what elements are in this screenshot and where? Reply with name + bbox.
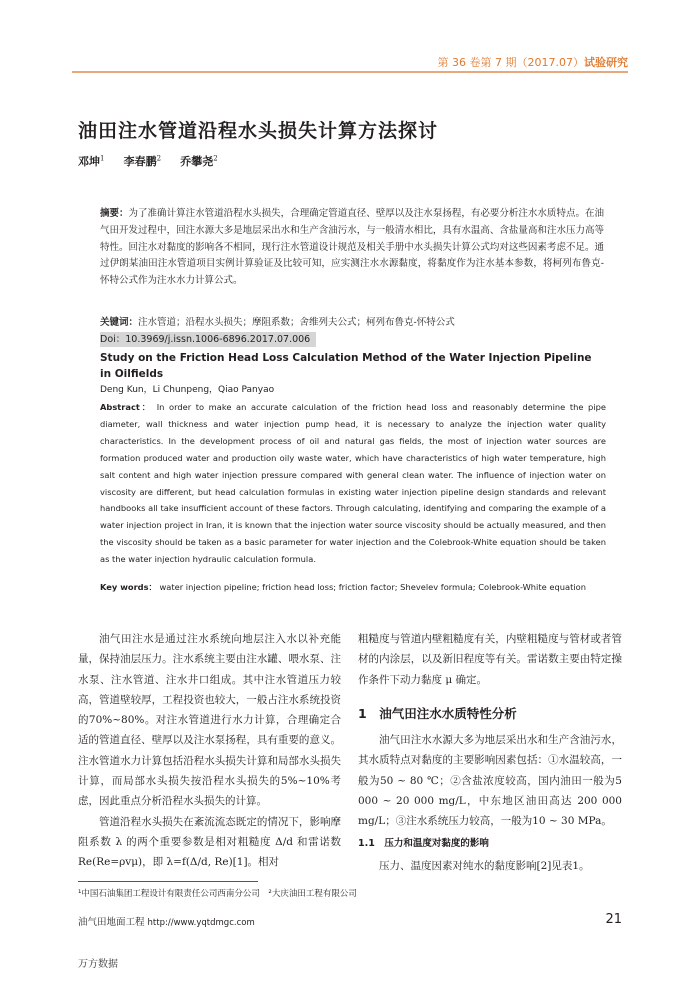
author-1-affil: 1 — [100, 154, 105, 163]
wanfang-watermark: 万方数据 — [78, 959, 118, 970]
issue-info: 第 36 卷第 7 期（2017.07） — [437, 56, 584, 69]
abstract-zh — [100, 206, 604, 290]
author-2: 李春鹏 — [123, 155, 157, 168]
keywords-zh-text: 注水管道；沿程水头损失；摩阻系数；舍维列夫公式；柯列布鲁克-怀特公式 — [138, 317, 455, 328]
body-paragraph: 油气田注水是通过注水系统向地层注入水以补充能量，保持油层压力。注水系统主要由注水罐、喂水泵、注水泵、注水管道、注水井口组成。其中注水管道压力较高，管道壁较厚，工程投资也较大，一般占注水系统投资的70%~80%。对注水管道进行水力计算，合理确定合适的管道直径、壁厚以及注水泵扬程，具有重要的意义。注水管道水力计算包括沿程水头损失计算和局部水头损失计算，而局部水头损失按沿程水头损失的5%~10%考虑，因此重点分析沿程水头损失的计算。 — [78, 633, 341, 808]
keywords-en — [100, 579, 606, 596]
paper-title: 油田注水管道沿程水头损失计算方法探讨 — [78, 120, 439, 142]
keywords-en-label: Key words： — [100, 582, 157, 592]
header-rule — [72, 71, 628, 73]
section-heading: 1 油气田注水水质特性分析 — [358, 705, 517, 721]
doi: Doi：10.3969/j.issn.1006-6896.2017.07.006 — [100, 332, 316, 347]
author-3: 乔攀尧 — [180, 155, 214, 168]
body-paragraph: 压力、温度因素对纯水的黏度影响[2]见表1。 — [379, 859, 590, 872]
author-line — [78, 153, 218, 169]
subsection-heading: 1.1 压力和温度对黏度的影响 — [358, 837, 489, 849]
page-number: 21 — [605, 912, 622, 927]
author-1: 邓坤 — [78, 155, 100, 168]
abstract-zh-label: 摘要： — [100, 208, 129, 219]
abstract-en-label: Abstract： — [100, 402, 153, 412]
keywords-zh-label: 关键词： — [100, 317, 139, 328]
author-2-affil: 2 — [156, 154, 162, 163]
english-title: Study on the Friction Head Loss Calculation Method of the Water Injection Pipeline in Oilfields — [100, 352, 592, 380]
body-paragraph: 油气田注水水源大多为地层采出水和生产含油污水，其水质特点对黏度的主要影响因素包括：①水温较高，一般为50 ~ 80 ℃；②含盐浓度较高，国内油田一般为5 000 ~ 20 000 mg/L，中东地区油田高达 200 000 mg/L；③注水系统压力较高，一般为10 ~ 30 MPa。 — [358, 734, 622, 828]
journal-footer — [78, 914, 255, 928]
body-paragraph: 粗糙度与管道内壁粗糙度有关，内壁粗糙度与管材或者管材的内涂层，以及新旧程度等有关。雷诺数主要由特定操作条件下动力黏度 μ 确定。 — [358, 633, 622, 686]
section-label: 试验研究 — [584, 56, 628, 69]
running-header — [438, 54, 628, 70]
english-authors: Deng Kun，Li Chunpeng，Qiao Panyao — [100, 385, 275, 395]
keywords-zh — [100, 314, 604, 328]
body-column-right — [358, 629, 622, 876]
journal-url[interactable]: http://www.yqtdmgc.com — [147, 918, 255, 928]
abstract-en — [100, 399, 606, 568]
journal-name: 油气田地面工程 — [78, 917, 145, 928]
affiliation-footnote: ¹中国石油集团工程设计有限责任公司西南分公司 ²大庆油田工程有限公司 — [78, 889, 357, 899]
abstract-en-text: In order to make an accurate calculation of the friction head loss and reasonably determine the pipe diameter, wall thickness and water injection pump head, it is necessary to analyze the injection water quality characteristics. In the development process of oil and natural gas fields, the most of injection water sources are formation produced water and production oily waste water, which have characteristics of high water temperature, high salt content and high water injection pressure compared with general clean water. The influence of injection water on viscosity are different, but head calculation formulas in existing water injection pipeline design standards and relevant handbooks all take insufficient account of these factors. Through calculating, identifying and comparing the example of a water injection project in Iran, it is known that the injection water source viscosity should be actually measured, and then the viscosity should be taken as a basic parameter for water injection and the Colebrook-White equation should be taken as the water injection hydraulic calculation formula. — [100, 402, 606, 565]
abstract-zh-text: 为了准确计算注水管道沿程水头损失，合理确定管道直径、壁厚以及注水泵扬程，有必要分析注水水质特点。在油气田开发过程中，回注水源大多是地层采出水和生产含油污水，与一般清水相比，具有水温高、含盐量高和注水压力高等特性。回注水对黏度的影响各不相同，现行注水管道设计规范及相关手册中水头损失计算公式均对这些因素考虑不足。通过伊朗某油田注水管道项目实例计算验证及比较可知，应实测注水水源黏度，将黏度作为注水基本参数，将柯列布鲁克-怀特公式作为注水水力计算公式。 — [100, 208, 604, 287]
footnote-rule — [78, 881, 258, 882]
author-3-affil: 2 — [213, 154, 218, 163]
body-paragraph: 管道沿程水头损失在紊流流态既定的情况下，影响摩阻系数 λ 的两个重要参数是相对粗糙度 Δ/d 和雷诺数 Re(Re=ρvμ)，即 λ=f(Δ/d, Re)[1]。相对 — [78, 815, 341, 869]
body-column-left — [78, 629, 341, 873]
keywords-en-text: water injection pipeline; friction head loss; friction factor; Shevelev formula; Colebrook-White equation — [159, 582, 586, 592]
